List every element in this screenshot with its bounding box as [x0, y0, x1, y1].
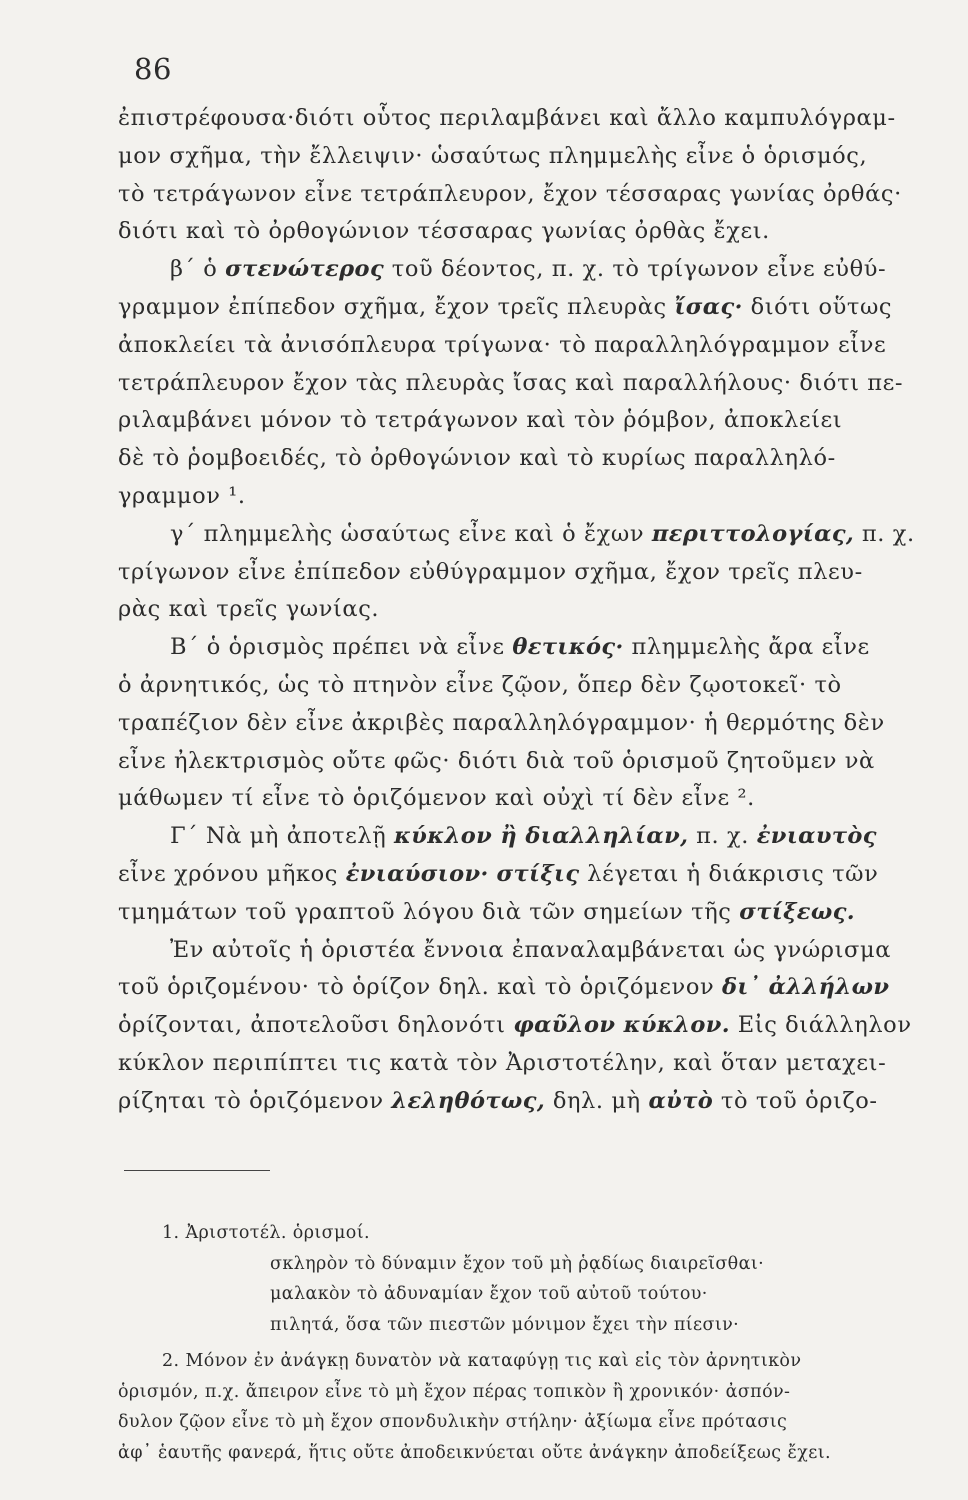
text-line: ἐπιστρέφουσα·διότι οὗτος περιλαμβάνει καὶ ἄλλο καμπυλόγραμ- [118, 105, 896, 131]
text-line: γραμμον ¹. [118, 482, 246, 509]
text-run: Β΄ ὁ ὁρισμὸς πρέπει νὰ εἶνε [170, 634, 513, 661]
text-line: δὲ τὸ ῥομβοειδές, τὸ ὀρθογώνιον καὶ τὸ κυρίως παραλληλό- [118, 445, 836, 472]
body-text [118, 100, 918, 1121]
footnote-line: μαλακὸν τὸ ἀδυναμίαν ἔχον τοῦ αὐτοῦ τούτου· [270, 1284, 708, 1304]
text-run: τμημάτων τοῦ γραπτοῦ λόγου διὰ τῶν σημείων τῆς [118, 898, 740, 925]
text-run: π. χ. [854, 520, 915, 547]
text-run: τοῦ δέοντος, π. χ. τὸ τρίγωνον εἶνε εὐθύ- [384, 256, 887, 283]
footnote-line: πιλητά, ὅσα τῶν πιεστῶν μόνιμον ἔχει τὴν πίεσιν· [270, 1314, 740, 1335]
text-line [118, 251, 918, 289]
text-line: διότι καὶ τὸ ὀρθογώνιον τέσσαρας γωνίας ὀρθὰς ἔχει. [118, 218, 770, 245]
text-run: γ΄ πλημμελὴς ὡσαύτως εἶνε καὶ ὁ ἔχων [170, 520, 652, 547]
emphasis-term: ἐνιαυτὸς [756, 823, 877, 850]
text-line: ὁ ἀρνητικός, ὡς τὸ πτηνὸν εἶνε ζῷον, ὅπερ δὲν ζῳοτοκεῖ· τὸ [118, 671, 842, 698]
text-line [118, 629, 918, 667]
emphasis-term: αὐτὸ [648, 1087, 714, 1114]
text-run: Γ΄ Νὰ μὴ ἀποτελῇ [170, 823, 395, 850]
footnote-separator [124, 1170, 270, 1171]
text-run: εἶνε χρόνου μῆκος [118, 860, 346, 887]
text-line: τρίγωνον εἶνε ἐπίπεδον εὐθύγραμμον σχῆμα, ἔχον τρεῖς πλευ- [118, 558, 863, 585]
text-line [118, 1083, 918, 1121]
text-run: γραμμον ἐπίπεδον σχῆμα, ἔχον τρεῖς πλευρὰς [118, 293, 675, 320]
text-run: τοῦ ὁριζομένου· τὸ ὁρίζον δηλ. καὶ τὸ ὁριζόμενον [118, 974, 722, 1001]
footnote-line: δυλον ζῷον εἶνε τὸ μὴ ἔχον σπονδυλικὴν στήλην· ἀξίωμα εἶνε πρότασις [118, 1412, 788, 1432]
text-line [118, 516, 918, 554]
emphasis-term: ἴσας· [674, 293, 743, 320]
emphasis-term: ἐνιαύσιον· [345, 860, 489, 887]
text-line: τετράπλευρον ἔχον τὰς πλευρὰς ἴσας καὶ παραλλήλους· διότι πε- [118, 369, 904, 396]
text-run: ρίζηται τὸ ὁριζόμενον [118, 1087, 392, 1114]
footnote-1: 1. Ἀριστοτέλ. ὁρισμοί. [162, 1223, 370, 1243]
emphasis-term: περιττολογίας, [651, 520, 855, 547]
text-line [118, 818, 918, 856]
text-line [118, 856, 918, 894]
text-line: μον σχῆμα, τὴν ἔλλειψιν· ὡσαύτως πλημμελὴς εἶνε ὁ ὁρισμός, [118, 142, 868, 169]
page-number: 86 [134, 52, 172, 86]
text-run: ὁρίζονται, ἀποτελοῦσι δηλονότι [118, 1012, 514, 1039]
text-run: π. χ. [688, 823, 757, 850]
text-run [489, 861, 497, 887]
text-line: κύκλον περιπίπτει τις κατὰ τὸν Ἀριστοτέλην, καὶ ὅταν μεταχει- [118, 1049, 887, 1076]
text-line: ἀποκλείει τὰ ἀνισόπλευρα τρίγωνα· τὸ παραλληλόγραμμον εἶνε [118, 331, 887, 358]
text-line [118, 289, 918, 327]
text-run: διότι οὕτως [742, 293, 893, 320]
footnote-line: ὁρισμόν, π.χ. ἄπειρον εἶνε τὸ μὴ ἔχον πέρας τοπικὸν ἢ χρονικόν· ἀσπόν- [118, 1381, 791, 1402]
emphasis-term: στενώτερος [225, 256, 385, 283]
footnotes [118, 1218, 918, 1468]
text-line [118, 894, 918, 932]
text-line: ρὰς καὶ τρεῖς γωνίας. [118, 596, 380, 623]
text-run: πλημμελὴς ἄρα εἶνε [623, 634, 870, 661]
footnote-line: ἀφ᾽ ἑαυτῆς φανερά, ἥτις οὔτε ἀποδεικνύεται οὔτε ἀνάγκην ἀποδείξεως ἔχει. [118, 1442, 831, 1463]
text-line: εἶνε ἠλεκτρισμὸς οὔτε φῶς· διότι διὰ τοῦ ὁρισμοῦ ζητοῦμεν νὰ [118, 747, 875, 774]
text-run: β΄ ὁ [170, 256, 226, 283]
footnote-line: σκληρὸν τὸ δύναμιν ἔχον τοῦ μὴ ῥᾳδίως διαιρεῖσθαι· [270, 1253, 765, 1274]
emphasis-term: στίξεως. [739, 898, 856, 925]
footnote-2: 2. Μόνον ἐν ἀνάγκῃ δυνατὸν νὰ καταφύγῃ τις καὶ εἰς τὸν ἀρνητικὸν [162, 1351, 802, 1371]
emphasis-term: φαῦλον κύκλον. [513, 1012, 730, 1039]
text-run: τὸ τοῦ ὁριζο- [713, 1087, 878, 1114]
text-line: ριλαμβάνει μόνον τὸ τετράγωνον καὶ τὸν ῥόμβον, ἀποκλείει [118, 407, 843, 434]
text-run: δηλ. μὴ [545, 1087, 649, 1114]
emphasis-term: δι᾽ ἀλλήλων [722, 974, 890, 1001]
text-run: Εἰς διάλληλον [730, 1012, 912, 1039]
text-run: λέγεται ἡ διάκρισις τῶν [579, 860, 879, 887]
text-line: μάθωμεν τί εἶνε τὸ ὁριζόμενον καὶ οὐχὶ τί δὲν εἶνε ². [118, 785, 755, 812]
text-line: τὸ τετράγωνον εἶνε τετράπλευρον, ἔχον τέσσαρας γωνίας ὀρθάς· [118, 180, 902, 207]
emphasis-term: στίξις [496, 860, 580, 887]
emphasis-term: λεληθότως, [391, 1087, 546, 1114]
text-line [118, 969, 918, 1007]
text-line: τραπέζιον δὲν εἶνε ἀκριβὲς παραλληλόγραμμον· ἡ θερμότης δὲν [118, 709, 885, 736]
text-line: Ἐν αὐτοῖς ἡ ὁριστέα ἔννοια ἐπαναλαμβάνεται ὡς γνώρισμα [170, 936, 892, 963]
emphasis-term: θετικός· [512, 634, 624, 661]
emphasis-term: κύκλον ἢ διαλληλίαν, [394, 823, 689, 850]
text-line [118, 1007, 918, 1045]
